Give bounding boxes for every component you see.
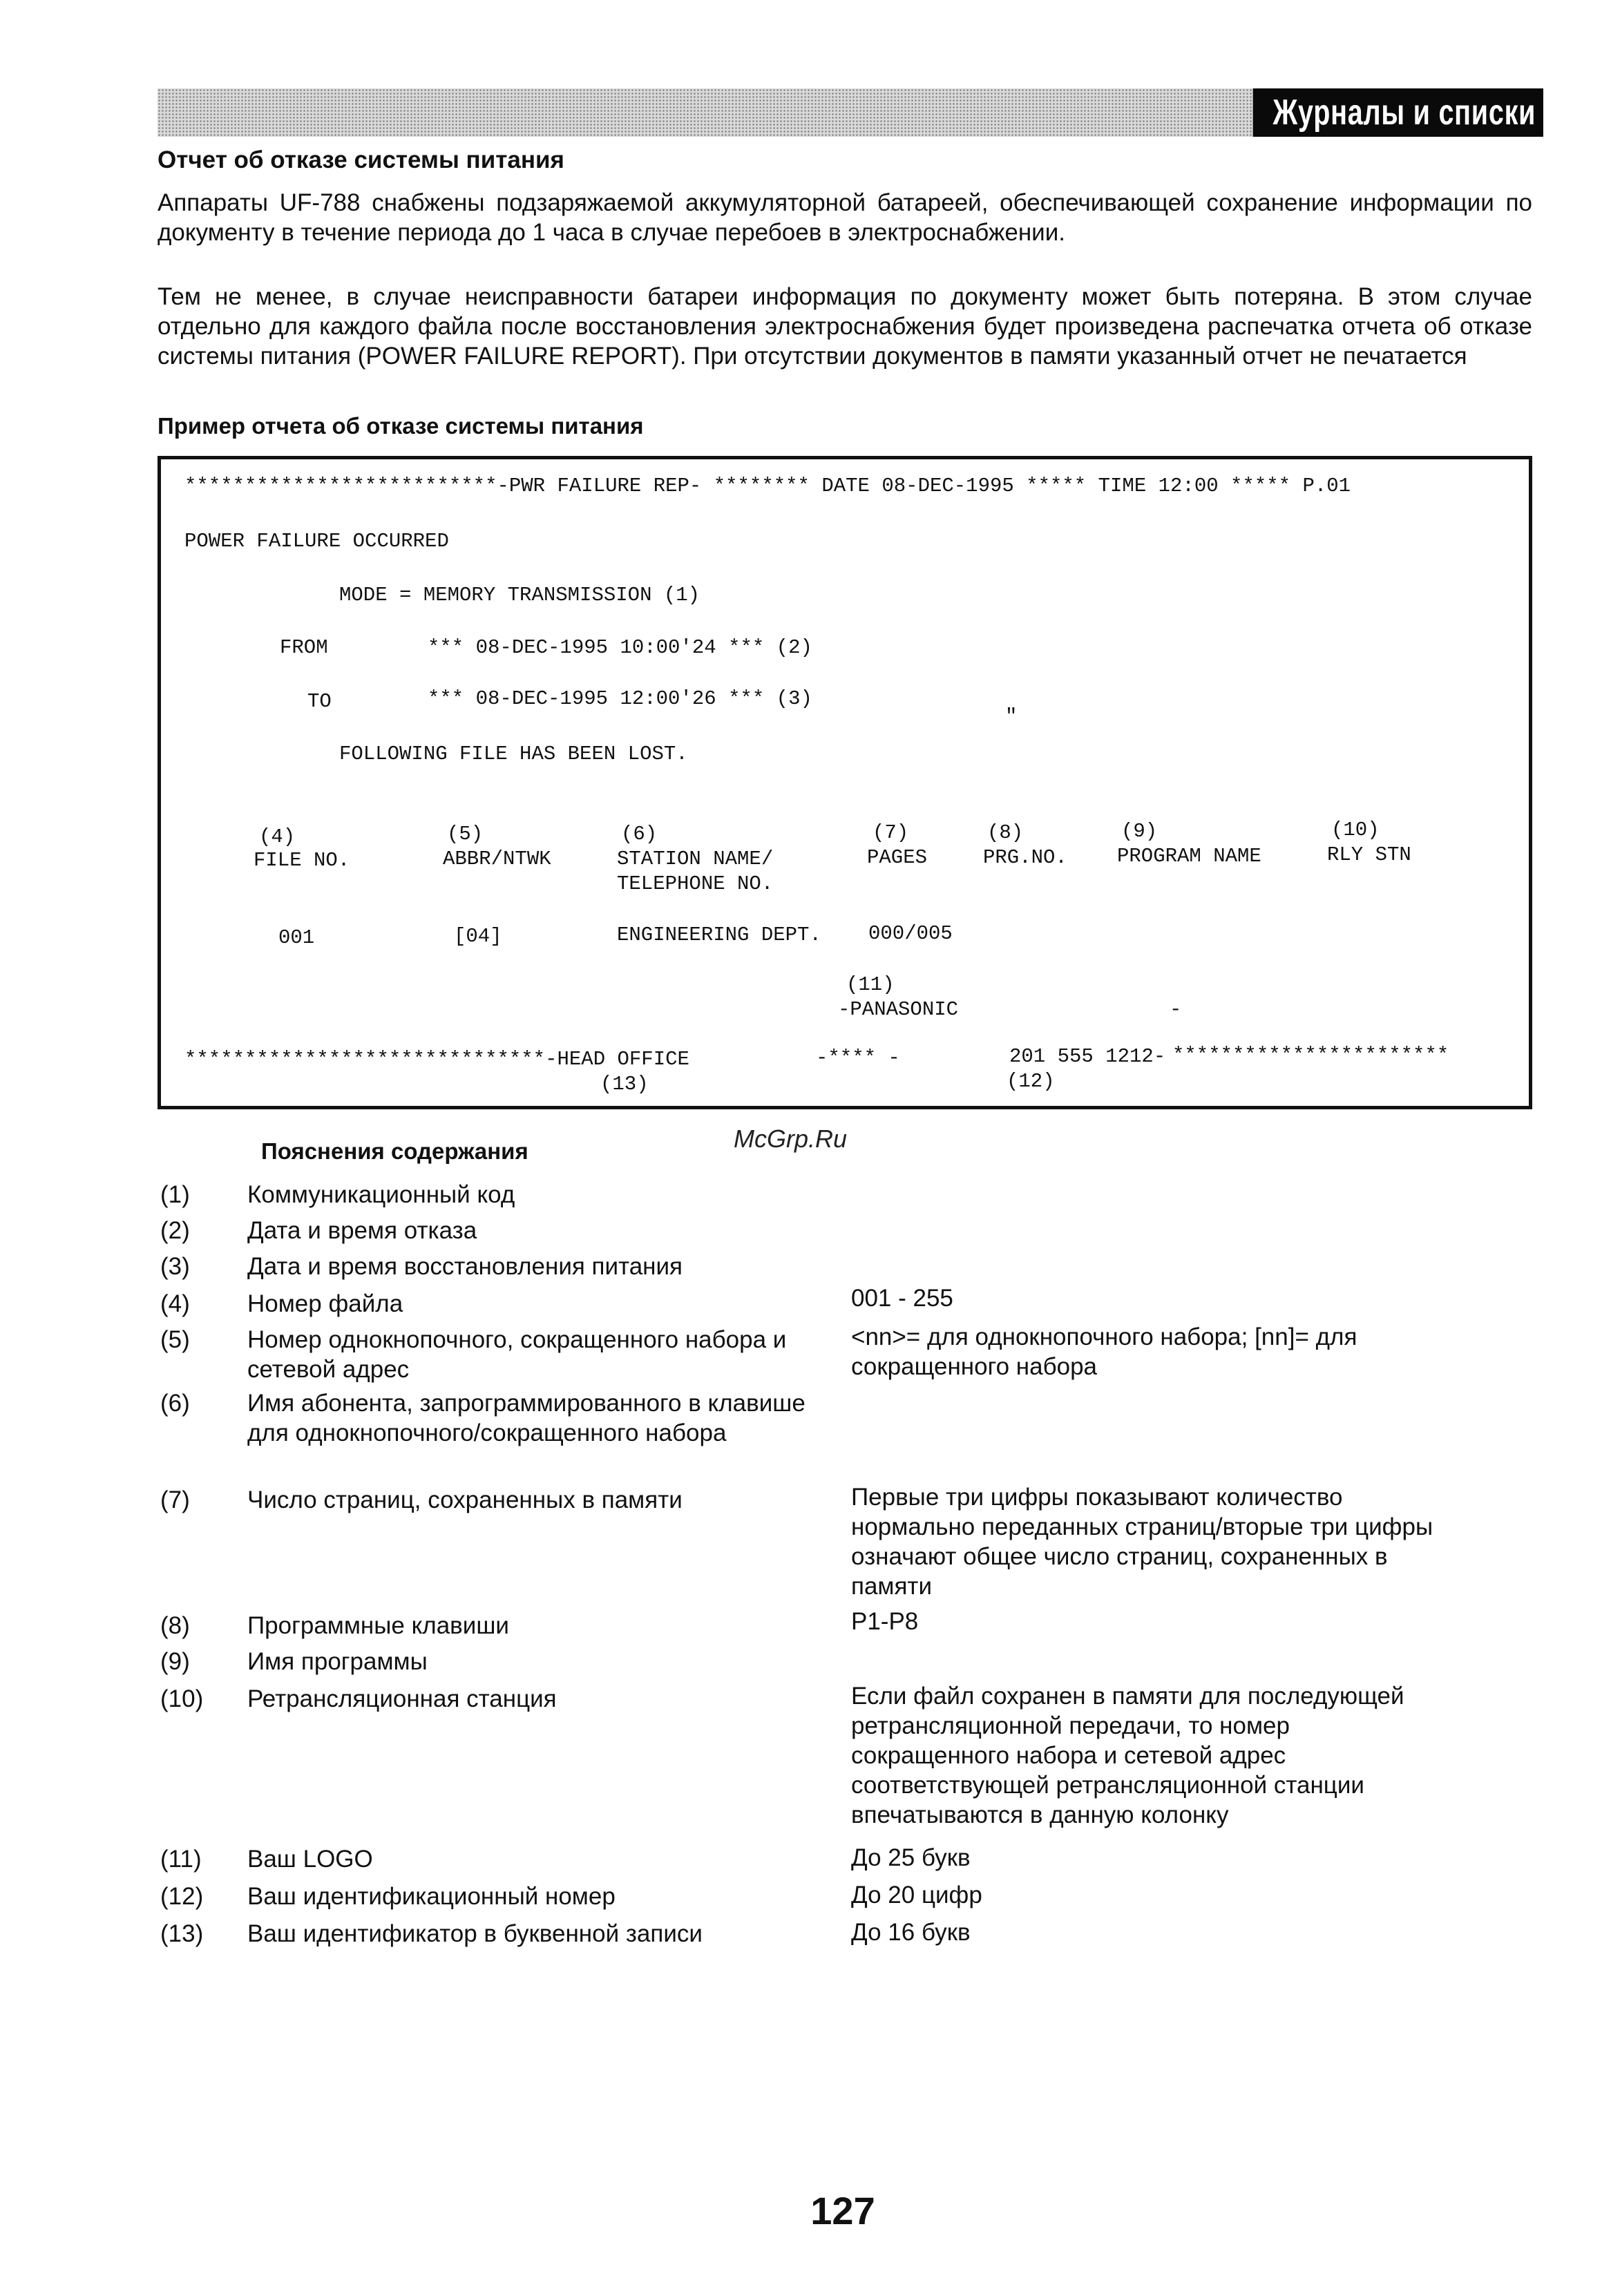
report-from-value: *** 08-DEC-1995 10:00'24 *** (2) [428, 636, 812, 659]
col-num-file: (4) [259, 825, 296, 848]
exp-note: Первые три цифры показывают количество нормально переданных страниц/вторые три цифры означают общее число страниц, сохраненных в памяти [851, 1484, 1433, 1600]
exp-note: До 25 букв [851, 1844, 971, 1871]
report-to-label: TO [307, 690, 332, 713]
logo-dash: - [1170, 998, 1182, 1021]
report-stray-mark: " [1005, 705, 1018, 728]
exp-desc: Ваш идентификатор в буквенной записи [247, 1920, 703, 1947]
exp-num: (13) [160, 1920, 204, 1947]
col-num-prg: (8) [987, 821, 1024, 844]
col-label-program: PROGRAM NAME [1117, 845, 1261, 868]
exp-desc: Дата и время восстановления питания [247, 1253, 683, 1280]
col-label-pages: PAGES [867, 846, 928, 869]
example-title: Пример отчета об отказе системы питания [158, 413, 644, 439]
report-to-value: *** 08-DEC-1995 12:00'26 *** (3) [428, 687, 812, 710]
exp-num: (9) [160, 1648, 190, 1675]
exp-desc: Дата и время отказа [247, 1217, 477, 1244]
bottom-num-13: (13) [600, 1073, 649, 1096]
exp-num: (6) [160, 1390, 190, 1417]
row-station: ENGINEERING DEPT. [617, 924, 821, 946]
row-abbr: [04] [454, 925, 502, 948]
exp-num: (7) [160, 1486, 190, 1513]
battery-paragraph: Тем не менее, в случае неисправности батареи информация по документу может быть потеряна. В этом случае отдельно для каждого файла после восстановления электроснабжения будет произведена распечатка отчета об отказе системы питания (POWER FAILURE REPORT). При отсутствии документов в памяти указанный отчет не печатается [158, 283, 1532, 370]
report-lost-line: FOLLOWING FILE HAS BEEN LOST. [339, 743, 688, 765]
exp-num: (10) [160, 1685, 204, 1712]
exp-note: 001 - 255 [851, 1285, 953, 1312]
row-pages: 000/005 [868, 922, 953, 945]
exp-desc: Ваш идентификационный номер [247, 1883, 616, 1910]
exp-num: (8) [160, 1612, 190, 1639]
bottom-num-12: (12) [1007, 1070, 1055, 1093]
exp-desc: Номер однокнопочного, сокращенного набора и сетевой адрес [247, 1326, 787, 1383]
explanations-heading: Пояснения содержания [261, 1138, 528, 1164]
header-bar [158, 88, 1543, 137]
col-label-abbr: ABBR/NTWK [443, 848, 551, 870]
exp-num: (3) [160, 1253, 190, 1280]
logo-num: (11) [846, 973, 895, 996]
exp-desc: Номер файла [247, 1290, 403, 1317]
exp-note: Если файл сохранен в памяти для последующей ретрансляционной передачи, то номер сокращенного набора и сетевой адрес соответствующей ретрансляционной станции впечатываются в данную колонку [851, 1683, 1404, 1828]
page-number: 127 [810, 2189, 875, 2232]
col-num-abbr: (5) [447, 823, 484, 845]
exp-num: (11) [160, 1846, 202, 1873]
exp-note: P1-P8 [851, 1608, 919, 1635]
logo-text: -PANASONIC [838, 998, 959, 1021]
col-label-prg: PRG.NO. [983, 846, 1067, 869]
report-occurred-line: POWER FAILURE OCCURRED [184, 530, 449, 553]
report-example-box [158, 456, 1532, 1109]
exp-desc: Число страниц, сохраненных в памяти [247, 1486, 683, 1513]
bottom-stars-right: *********************** [1172, 1044, 1449, 1066]
bottom-number: 201 555 1212- [1009, 1045, 1166, 1068]
intro-paragraph: Аппараты UF-788 снабжены подзаряжаемой аккумуляторной батареей, обеспечивающей сохранение информации по документу в течение периода до 1 часа в случае перебоев в электроснабжении. [158, 189, 1532, 246]
report-mode-line: MODE = MEMORY TRANSMISSION (1) [339, 584, 700, 606]
section-title: Отчет об отказе системы питания [158, 146, 564, 173]
col-label-rly: RLY STN [1327, 843, 1411, 866]
exp-num: (4) [160, 1290, 190, 1317]
exp-num: (12) [160, 1883, 204, 1910]
col-label-file: FILE NO. [254, 849, 350, 872]
report-from-label: FROM [280, 636, 328, 659]
exp-num: (1) [160, 1181, 190, 1208]
col-num-pages: (7) [873, 821, 909, 844]
col-num-station: (6) [621, 823, 658, 845]
header-title: Журналы и списки [1253, 88, 1543, 137]
col-label-station: STATION NAME/ [617, 848, 774, 870]
exp-desc: Программные клавиши [247, 1612, 509, 1639]
exp-num: (5) [160, 1326, 190, 1353]
bottom-stars-left: ******************************-HEAD OFFICE [184, 1048, 689, 1071]
exp-desc: Имя программы [247, 1648, 428, 1675]
col-num-program: (9) [1121, 820, 1158, 843]
col-label-station-2: TELEPHONE NO. [617, 872, 774, 895]
row-file-no: 001 [278, 926, 315, 949]
exp-note: До 20 цифр [851, 1882, 982, 1908]
col-num-rly: (10) [1331, 819, 1380, 841]
exp-desc: Ваш LOGO [247, 1846, 373, 1873]
bottom-mid: -**** - [816, 1046, 900, 1069]
exp-note: До 16 букв [851, 1919, 971, 1946]
exp-desc: Ретрансляционная станция [247, 1685, 557, 1712]
watermark: McGrp.Ru [734, 1125, 848, 1153]
exp-desc: Имя абонента, запрограммированного в клавише для однокнопочного/сокращенного набора [247, 1390, 806, 1446]
exp-desc: Коммуникационный код [247, 1181, 515, 1208]
exp-note: <nn>= для однокнопочного набора; [nn]= для сокращенного набора [851, 1323, 1357, 1380]
exp-num: (2) [160, 1217, 190, 1244]
report-top-line: **************************-PWR FAILURE REP- ******** DATE 08-DEC-1995 ***** TIME 12:00 ***** P.01 [184, 475, 1351, 497]
